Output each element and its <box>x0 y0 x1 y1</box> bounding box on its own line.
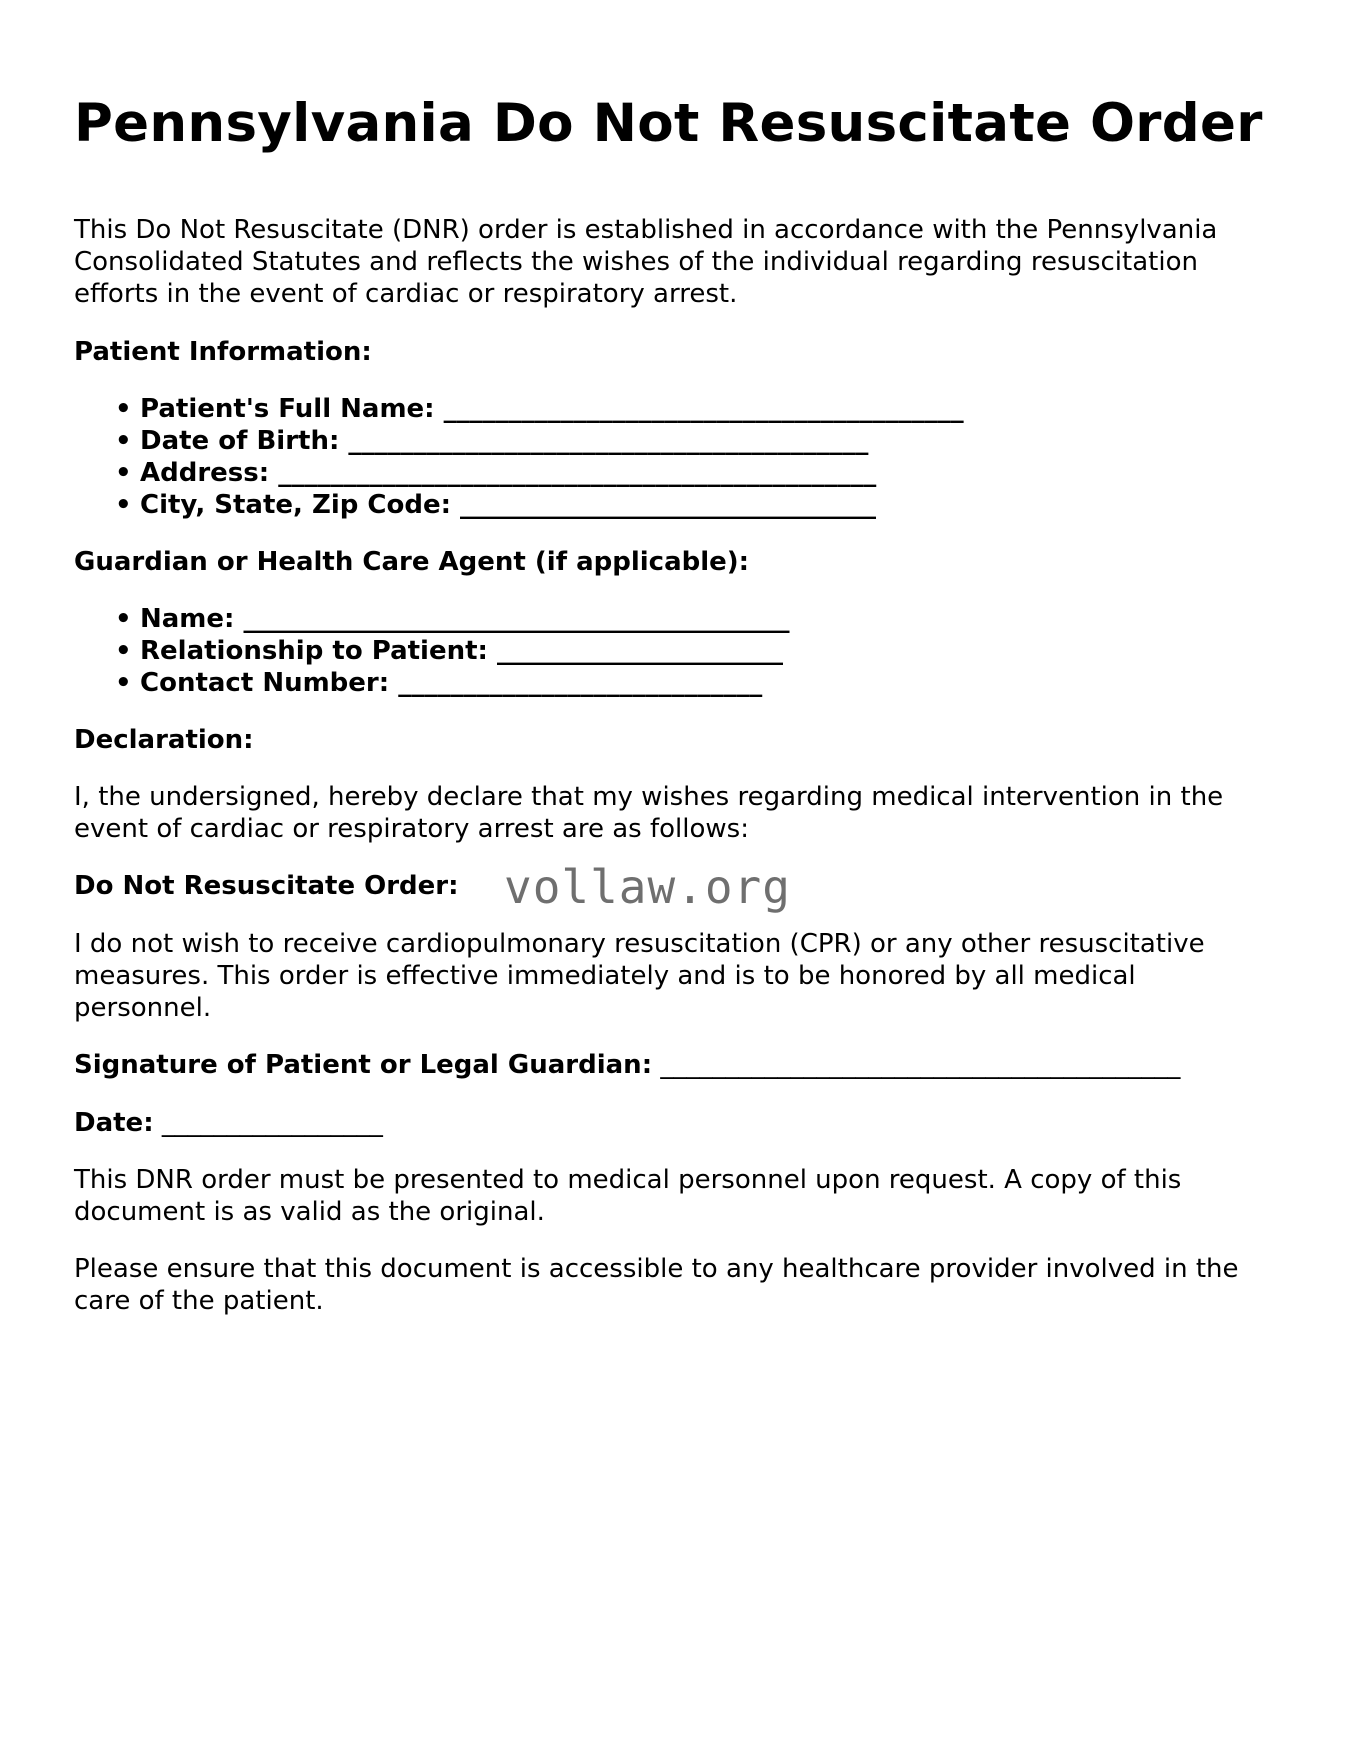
document-page <box>74 92 1274 1317</box>
patient-full-name-field <box>115 393 1274 425</box>
signature-line <box>74 1049 1274 1081</box>
field-blank: ________________________________________ <box>443 393 964 424</box>
field-label: City, State, Zip Code: <box>140 489 451 520</box>
bullet-icon: • <box>115 489 132 520</box>
bullet-icon: • <box>115 603 132 634</box>
intro-paragraph: This Do Not Resuscitate (DNR) order is established in accordance with the Pennsylvania Consolidated Statutes and reflects the wishes of the individual regarding resuscitation efforts in the event of cardiac or respiratory arrest. <box>74 214 1218 309</box>
field-label: Relationship to Patient: <box>140 635 488 666</box>
dnr-heading-row <box>74 859 1274 914</box>
guardian-name-field <box>115 603 1274 635</box>
dnr-paragraph: I do not wish to receive cardiopulmonary resuscitation (CPR) or any other resuscitative measures. This order is effective immediately and is to be honored by all medical personnel. <box>74 928 1205 1023</box>
field-blank: ______________________ <box>497 635 784 666</box>
declaration-heading: Declaration: <box>74 724 254 755</box>
bullet-icon: • <box>115 425 132 456</box>
dnr-heading: Do Not Resuscitate Order: <box>74 870 459 901</box>
patient-information-heading: Patient Information: <box>74 336 372 367</box>
bullet-icon: • <box>115 667 132 698</box>
bullet-icon: • <box>115 457 132 488</box>
field-blank: ________________________________________ <box>348 425 869 456</box>
field-blank: ________________________________ <box>460 489 877 520</box>
contact-number-field <box>115 667 1274 699</box>
address-field <box>115 457 1274 489</box>
field-blank: ____________________________ <box>398 667 763 698</box>
date-of-birth-field <box>115 425 1274 457</box>
field-label: Address: <box>140 457 270 488</box>
document-title: Pennsylvania Do Not Resuscitate Order <box>74 93 1263 154</box>
field-label: Date of Birth: <box>140 425 340 456</box>
field-blank: __________________________________________ <box>243 603 790 634</box>
field-blank: ______________________________________________ <box>278 457 877 488</box>
present-paragraph: This DNR order must be presented to medical personnel upon request. A copy of this document is as valid as the original. <box>74 1164 1182 1227</box>
date-blank: _________________ <box>161 1107 383 1138</box>
guardian-heading: Guardian or Health Care Agent (if applicable): <box>74 546 750 577</box>
date-line <box>74 1107 1274 1139</box>
declaration-paragraph: I, the undersigned, hereby declare that my wishes regarding medical intervention in the event of cardiac or respiratory arrest are as follows: <box>74 781 1224 844</box>
signature-blank: ________________________________________ <box>660 1049 1181 1080</box>
ensure-paragraph: Please ensure that this document is accessible to any healthcare provider involved in the care of the patient. <box>74 1253 1239 1316</box>
guardian-fields-list <box>74 603 1274 699</box>
patient-fields-list <box>74 393 1274 521</box>
field-label: Name: <box>140 603 235 634</box>
city-state-zip-field <box>115 489 1274 521</box>
bullet-icon: • <box>115 635 132 666</box>
watermark: vollaw.org <box>504 859 791 914</box>
field-label: Patient's Full Name: <box>140 393 435 424</box>
field-label: Contact Number: <box>140 667 390 698</box>
relationship-field <box>115 635 1274 667</box>
date-label: Date: <box>74 1107 154 1138</box>
bullet-icon: • <box>115 393 132 424</box>
signature-label: Signature of Patient or Legal Guardian: <box>74 1049 653 1080</box>
